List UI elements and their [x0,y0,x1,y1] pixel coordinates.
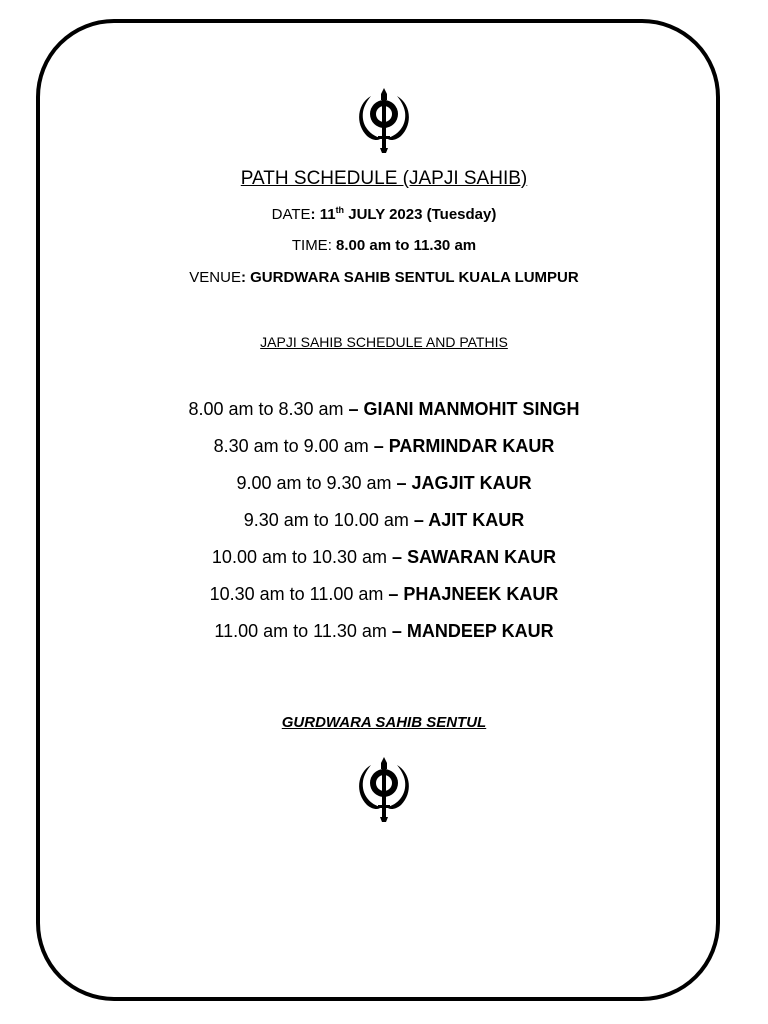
schedule-time: 10.30 am to 11.00 am [209,584,384,604]
schedule-row [0,582,768,619]
schedule-time: 9.00 am to 9.30 am [236,473,392,493]
schedule-name: GIANI MANMOHIT SINGH [363,399,580,419]
schedule-separator: – [387,547,408,567]
schedule-row [0,545,768,582]
date-rest: JULY 2023 (Tuesday) [344,206,497,223]
date-day: 11 [319,206,336,223]
schedule-heading: JAPJI SAHIB SCHEDULE AND PATHIS [260,334,508,350]
schedule-time: 10.00 am to 10.30 am [211,547,388,567]
schedule-name: PHAJNEEK KAUR [403,584,559,604]
time-label: TIME: [291,237,332,254]
schedule-list [0,397,768,656]
footer-text: GURDWARA SAHIB SENTUL [281,714,487,731]
date-line: DATE: 11th JULY 2023 (Tuesday) [271,205,497,223]
khanda-icon [353,755,415,823]
schedule-separator: – [383,584,404,604]
schedule-row [0,619,768,656]
time-value: 8.00 am to 11.30 am [336,237,477,254]
schedule-separator: – [391,473,412,493]
date-label: DATE [271,206,311,223]
schedule-time: 8.00 am to 8.30 am [188,399,344,419]
schedule-name: MANDEEP KAUR [406,621,554,641]
schedule-name: PARMINDAR KAUR [388,436,555,456]
time-line [0,237,768,254]
page-title: PATH SCHEDULE (JAPJI SAHIB) [240,168,528,189]
schedule-separator: – [368,436,389,456]
venue-label: VENUE [189,269,241,286]
venue-line: VENUE: GURDWARA SAHIB SENTUL KUALA LUMPUR [189,269,579,286]
schedule-name: AJIT KAUR [428,510,525,530]
schedule-separator: – [408,510,429,530]
schedule-row [0,471,768,508]
schedule-row [0,508,768,545]
date-suffix: th [335,205,345,215]
schedule-time: 11.00 am to 11.30 am [214,621,387,641]
schedule-time: 8.30 am to 9.00 am [213,436,369,456]
khanda-icon [353,86,415,154]
schedule-separator: – [343,399,364,419]
schedule-row [0,397,768,434]
venue-value: GURDWARA SAHIB SENTUL KUALA LUMPUR [250,269,579,286]
schedule-separator: – [386,621,407,641]
schedule-name: SAWARAN KAUR [407,547,557,567]
schedule-row [0,434,768,471]
schedule-time: 9.30 am to 10.00 am [243,510,409,530]
schedule-name: JAGJIT KAUR [411,473,532,493]
